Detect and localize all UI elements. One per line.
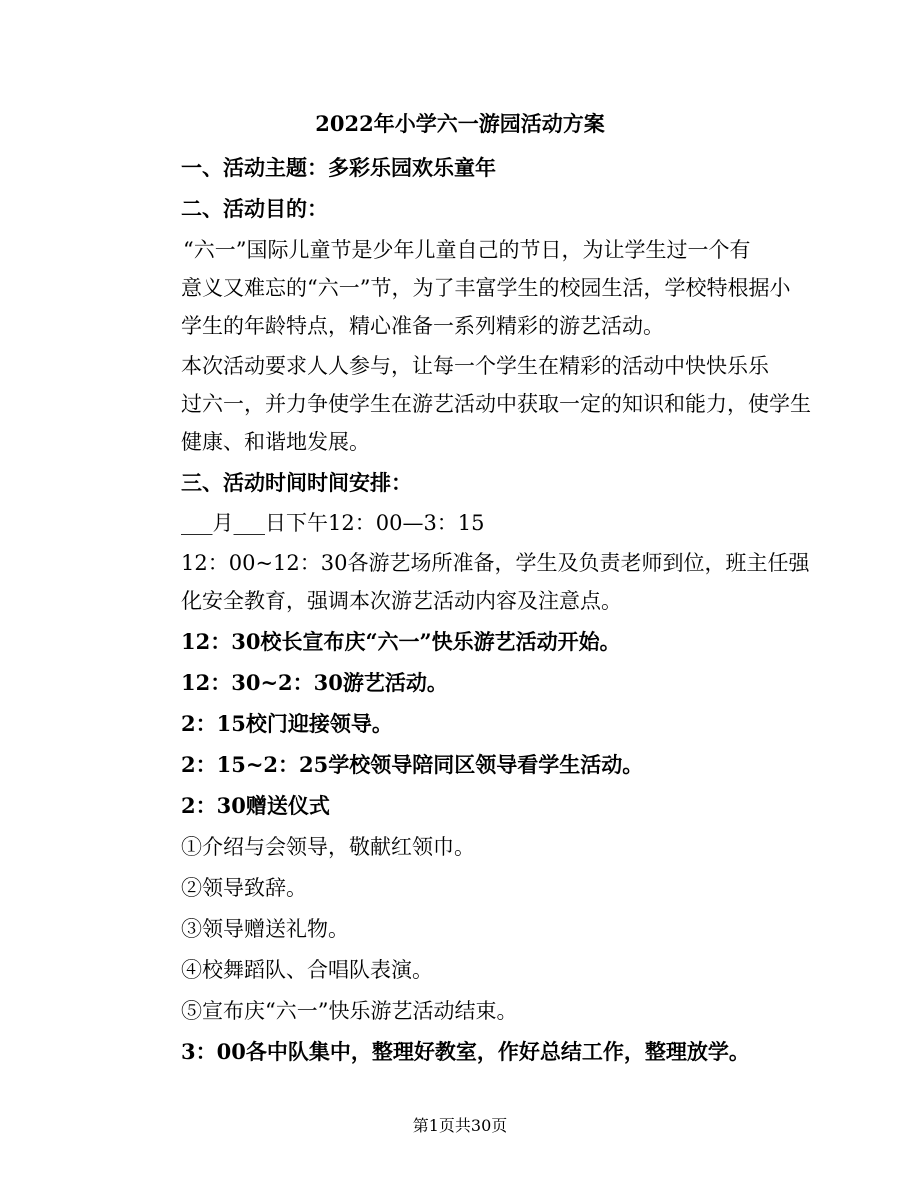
- paragraph-line: 健康、和谐地发展。: [181, 430, 370, 454]
- paragraph-line: 过六一，并力争使学生在游艺活动中获取一定的知识和能力，使学生: [181, 392, 811, 416]
- schedule-item: 12：30~2：30游艺活动。: [181, 670, 448, 695]
- paragraph-line: 化安全教育，强调本次游艺活动内容及注意点。: [181, 589, 622, 613]
- schedule-item: 2：30赠送仪式: [181, 793, 330, 818]
- section-purpose-heading: 二、活动目的：: [181, 196, 328, 221]
- paragraph-line: 本次活动要求人人参与，让每一个学生在精彩的活动中快快乐乐: [181, 354, 769, 378]
- schedule-item: 12：30校长宣布庆“六一”快乐游艺活动开始。: [181, 629, 621, 654]
- ceremony-item: ⑤宣布庆“六一”快乐游艺活动结束。: [181, 999, 518, 1023]
- paragraph-line: “六一”国际儿童节是少年儿童自己的节日，为让学生过一个有: [183, 238, 751, 262]
- page-number: 第1页共30页: [412, 1116, 508, 1135]
- schedule-item: 2：15校门迎接领导。: [181, 711, 393, 736]
- paragraph-line: 12：00~12：30各游艺场所准备，学生及负责老师到位，班主任强: [181, 551, 810, 575]
- ceremony-item: ②领导致辞。: [181, 876, 307, 900]
- paragraph-line: 学生的年龄特点，精心准备一系列精彩的游艺活动。: [181, 314, 664, 338]
- ceremony-item: ③领导赠送礼物。: [181, 917, 349, 941]
- purpose-paragraph-2: [181, 347, 811, 461]
- document-title: 2022年小学六一游园活动方案: [315, 111, 605, 136]
- document-body: [181, 149, 811, 1071]
- paragraph-line: 意义又难忘的“六一”节，为了丰富学生的校园生活，学校特根据小: [181, 276, 791, 300]
- schedule-item: 2：15~2：25学校领导陪同区领导看学生活动。: [181, 752, 644, 777]
- ceremony-item: ④校舞蹈队、合唱队表演。: [181, 958, 433, 982]
- purpose-paragraph-1: [181, 231, 791, 345]
- ceremony-item: ①介绍与会领导，敬献红领巾。: [181, 835, 475, 859]
- schedule-paragraph: [181, 544, 810, 620]
- section-theme-heading: 一、活动主题：多彩乐园欢乐童年: [181, 155, 496, 180]
- section-schedule-heading: 三、活动时间时间安排：: [181, 470, 412, 495]
- closing-line: 3：00各中队集中，整理好教室，作好总结工作，整理放学。: [181, 1039, 750, 1064]
- event-date-line: ___月___日下午12：00—3：15: [181, 511, 485, 535]
